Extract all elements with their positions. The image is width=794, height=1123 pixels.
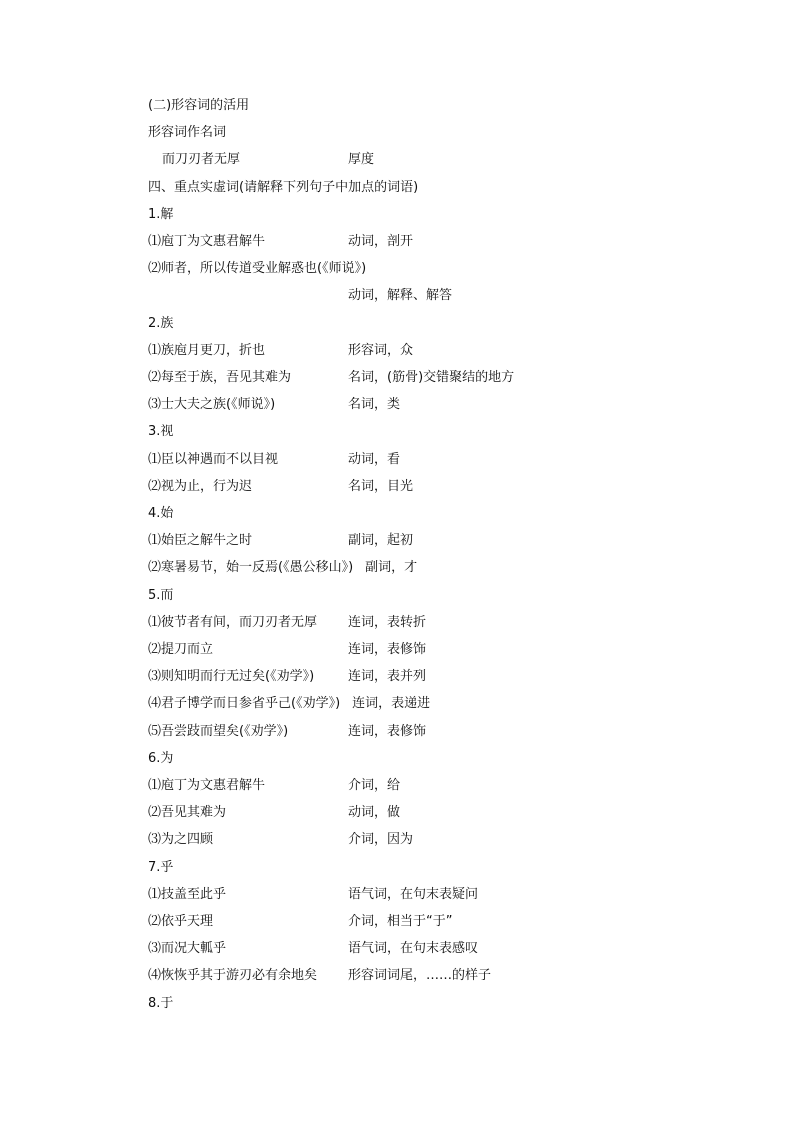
word-heading-text: 8.于	[148, 995, 174, 1011]
entry-gloss: 连词，表递进	[352, 696, 431, 712]
entry-gloss: 动词，看	[348, 451, 401, 467]
entry-gloss: 语气词，在句末表感叹	[348, 941, 479, 957]
entry-gloss: 副词，才	[365, 560, 418, 576]
entry-sentence: ⑵每至于族，吾见其难为	[148, 370, 292, 385]
entry-sentence: ⑴始臣之解牛之时	[148, 533, 253, 549]
word-heading-text: 3.视	[148, 424, 174, 440]
example-gloss: 厚度	[348, 152, 375, 168]
word-heading-text: 1.解	[148, 206, 174, 222]
entry-sentence: ⑴庖丁为文惠君解牛	[148, 234, 266, 249]
entry-gloss: 动词，解释、解答	[348, 288, 453, 304]
entry-gloss: 名词，类	[348, 397, 401, 413]
entry-sentence: ⑴庖丁为文惠君解牛	[148, 778, 266, 793]
entry-sentence: ⑶而况大軱乎	[148, 941, 227, 957]
entry-sentence: ⑷恢恢乎其于游刃必有余地矣	[148, 968, 318, 984]
word-heading-text: 5.而	[148, 587, 174, 603]
section-heading-text: (二)形容词的活用	[148, 98, 250, 113]
entry-sentence: ⑵寒暑易节，始一反焉(《愚公移山》)	[148, 560, 354, 576]
example-sentence: 而刀刃者无厚	[162, 152, 241, 168]
entry-gloss: 连词，表修饰	[348, 723, 427, 739]
entry-gloss: 形容词，众	[348, 342, 414, 358]
word-heading-text: 6.为	[148, 750, 174, 766]
entry-gloss: 介词，给	[348, 778, 401, 793]
entry-gloss: 连词，表修饰	[348, 642, 427, 657]
entry-sentence: ⑸吾尝跂而望矣(《劝学》)	[148, 723, 289, 739]
entry-sentence: ⑷君子博学而日参省乎己(《劝学》)	[148, 696, 341, 712]
entry-sentence: ⑴彼节者有间，而刀刃者无厚	[148, 614, 318, 630]
entry-gloss: 副词，起初	[348, 533, 414, 549]
entry-gloss: 动词，剖开	[348, 234, 414, 249]
word-heading-text: 4.始	[148, 506, 174, 521]
entry-sentence: ⑶则知明而行无过矣(《劝学》)	[148, 669, 315, 685]
entry-sentence: ⑴族庖月更刀，折也	[148, 342, 266, 358]
entry-sentence: ⑵视为止，行为迟	[148, 478, 253, 494]
subheading-text: 形容词作名词	[148, 125, 227, 141]
entry-gloss: 连词，表并列	[348, 669, 427, 685]
entry-gloss: 语气词，在句末表疑问	[348, 886, 479, 902]
entry-gloss: 介词，相当于“于”	[348, 914, 453, 929]
entry-gloss: 介词，因为	[348, 832, 414, 848]
entry-gloss: 名词，目光	[348, 478, 414, 494]
entry-gloss: 动词，做	[348, 805, 401, 821]
word-heading-text: 7.乎	[148, 859, 174, 875]
entry-sentence: ⑵提刀而立	[148, 642, 214, 657]
entry-sentence: ⑴技盖至此乎	[148, 886, 227, 902]
entry-sentence: ⑵师者，所以传道受业解惑也(《师说》)	[148, 261, 367, 277]
entry-sentence: ⑶为之四顾	[148, 832, 214, 848]
entry-gloss: 形容词词尾，……的样子	[348, 968, 492, 984]
entry-gloss: 连词，表转折	[348, 614, 427, 630]
entry-sentence: ⑶士大夫之族(《师说》)	[148, 397, 276, 413]
section-four-text: 四、重点实虚词(请解释下列句子中加点的词语)	[148, 179, 419, 195]
entry-gloss: 名词，(筋骨)交错聚结的地方	[348, 370, 515, 385]
word-heading-text: 2.族	[148, 315, 174, 331]
entry-sentence: ⑵吾见其难为	[148, 805, 227, 821]
entry-sentence: ⑵依乎天理	[148, 914, 214, 929]
entry-sentence: ⑴臣以神遇而不以目视	[148, 451, 279, 467]
